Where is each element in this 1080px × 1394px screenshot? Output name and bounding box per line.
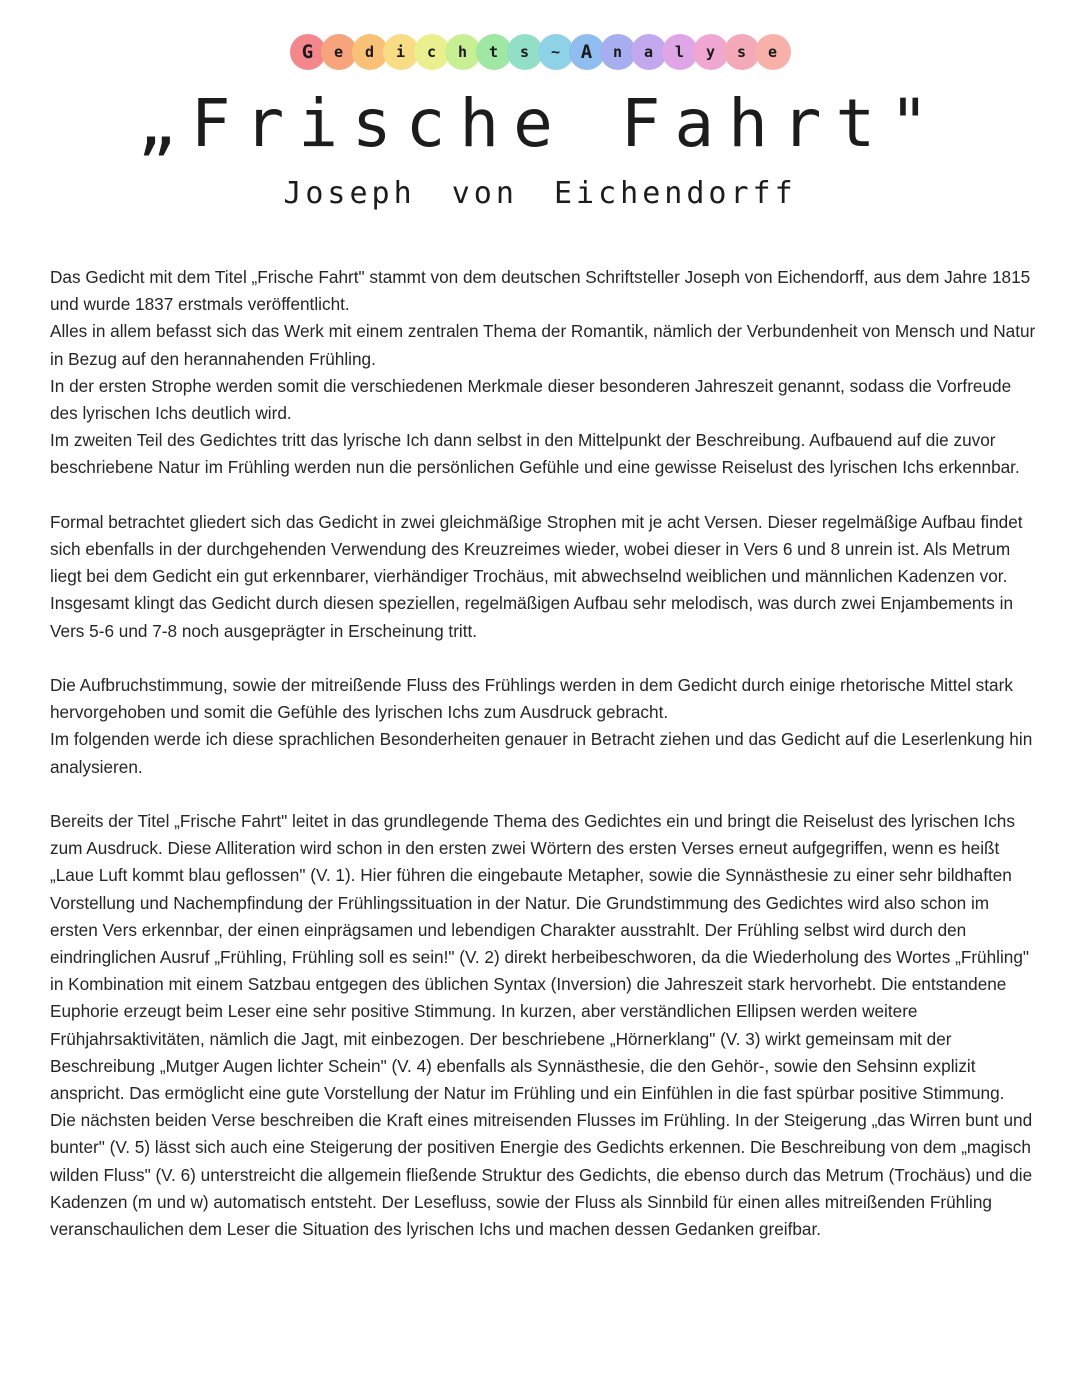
letter-bubble: e xyxy=(755,34,791,70)
letter-bubble: ~ xyxy=(538,34,574,70)
poem-author: Joseph von Eichendorff xyxy=(283,176,797,211)
letter-bubble: t xyxy=(476,34,512,70)
header-letter-bubbles xyxy=(0,34,1080,70)
letter-bubble: s xyxy=(724,34,760,70)
letter-bubble: A xyxy=(569,34,605,70)
letter-bubble: n xyxy=(600,34,636,70)
letter-bubble: s xyxy=(507,34,543,70)
letter-bubble: i xyxy=(383,34,419,70)
analysis-body xyxy=(50,264,1040,1270)
letter-bubble: c xyxy=(414,34,450,70)
letter-bubble: h xyxy=(445,34,481,70)
letter-bubble: G xyxy=(290,34,326,70)
paragraph-introduction: Das Gedicht mit dem Titel „Frische Fahrt" stammt von dem deutschen Schriftsteller Joseph von Eichendorff, aus dem Jahre 1815 und wurde 1837 erstmals veröffentlicht. Alles in allem befasst sich das Werk mit einem zentralen Thema der Romantik, nämlich der Verbundenheit von Mensch und Natur in Bezug auf den herannahenden Frühling. In der ersten Strophe werden somit die verschiedenen Merkmale dieser besonderen Jahreszeit genannt, sodass die Vorfreude des lyrischen Ichs deutlich wird. Im zweiten Teil des Gedichtes tritt das lyrische Ich dann selbst in den Mittelpunkt der Beschreibung. Aufbauend auf die zuvor beschriebene Natur im Frühling werden nun die persönlichen Gefühle und eine gewisse Reiselust des lyrischen Ichs erkennbar. xyxy=(50,267,1036,478)
paragraph-form: Formal betrachtet gliedert sich das Gedicht in zwei gleichmäßige Strophen mit je acht Versen. Dieser regelmäßige Aufbau findet sich ebenfalls in der durchgehenden Verwendung des Kreuzreimes wieder, wobei dieser in Vers 6 und 8 unrein ist. Als Metrum liegt bei dem Gedicht ein gut erkennbarer, vierhändiger Trochäus, mit abwechselnd weiblichen und männlichen Kadenzen vor. Insgesamt klingt das Gedicht durch diesen speziellen, regelmäßigen Aufbau sehr melodisch, was durch zwei Enjambements in Vers 5-6 und 7-8 noch ausgeprägter in Erscheinung tritt. xyxy=(50,511,1023,641)
letter-bubble: y xyxy=(693,34,729,70)
letter-bubble: a xyxy=(631,34,667,70)
paragraph-analysis: Bereits der Titel „Frische Fahrt" leitet in das grundlegende Thema des Gedichtes ein und bringt die Reiselust des lyrischen Ichs zum Ausdruck. Diese Alliteration wird schon in den ersten zwei Wörtern des ersten Verses erneut aufgegriffen, wenn es heißt „Laue Luft kommt blau geflossen" (V. 1). Hier führen die eingebaute Metapher, sowie die Synnästhesie zu einer sehr bildhaften Vorstellung und Nachempfindung der Frühlingssituation in der Natur. Die Grundstimmung des Gedichtes wird also schon im ersten Vers erkennbar, der einen einprägsamen und lebendigen Charakter ausstrahlt. Der Frühling selbst wird durch den eindringlichen Ausruf „Frühling, Frühling soll es sein!" (V. 2) direkt herbeibeschworen, da die Wiederholung des Wortes „Frühling" in Kombination mit einem Satzbau entgegen des üblichen Syntax (Inversion) die Jahreszeit stark hervorhebt. Die entstandene Euphorie erzeugt beim Leser eine sehr positive Stimmung. In kurzen, aber verständlichen Ellipsen werden weitere Frühjahrsaktivitäten, nämlich die Jagt, mit einbezogen. Der beschriebene „Hörnerklang" (V. 3) wirkt gemeinsam mit der Beschreibung „Mutger Augen lichter Schein" (V. 4) ebenfalls als Synnästhesie, die den Gehör-, sowie den Sehsinn explizit anspricht. Das ermöglicht eine gute Vorstellung der Natur im Frühling und ein Einfühlen in die fast spürbar positive Stimmung. Die nächsten beiden Verse beschreiben die Kraft eines mitreisenden Flusses im Frühling. In der Steigerung „das Wirren bunt und bunter" (V. 5) lässt sich auch eine Steigerung der positiven Energie des Gedichts erkennen. Die Beschreibung von dem „magisch wilden Fluss" (V. 6) unterstreicht die allgemein fließende Struktur des Gedichts, die ebenso durch das Metrum (Trochäus) und die Kadenzen (m und w) automatisch entsteht. Der Lesefluss, sowie der Fluss als Sinnbild für einen alles mitreißenden Frühling veranschaulichen dem Leser die Situation des lyrischen Ichs und machen dessen Gedanken greifbar. xyxy=(50,811,1033,1240)
paragraph-transition: Die Aufbruchstimmung, sowie der mitreißende Fluss des Frühlings werden in dem Gedicht durch einige rhetorische Mittel stark hervorgehoben und somit die Gefühle des lyrischen Ichs zum Ausdruck gebracht. Im folgenden werde ich diese sprachlichen Besonderheiten genauer in Betracht ziehen und das Gedicht auf die Leserlenkung hin analysieren. xyxy=(50,675,1033,777)
letter-bubble: d xyxy=(352,34,388,70)
letter-bubble: l xyxy=(662,34,698,70)
letter-bubble: e xyxy=(321,34,357,70)
poem-title: „Frische Fahrt" xyxy=(136,85,944,162)
